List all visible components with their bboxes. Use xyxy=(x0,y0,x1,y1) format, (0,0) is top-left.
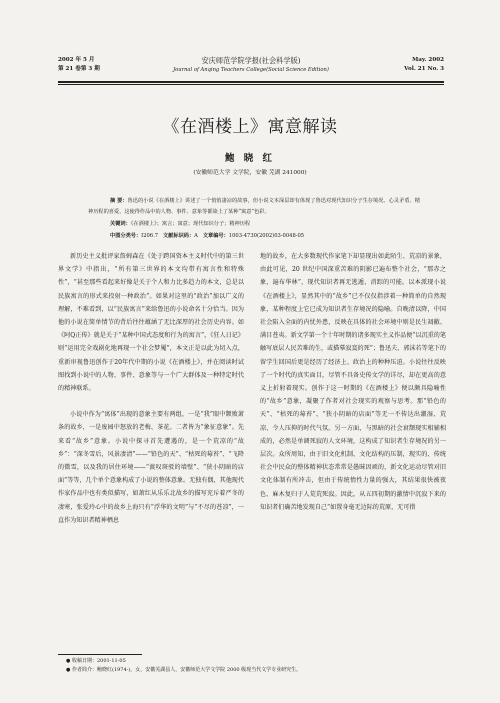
volume-number-cn: 第 21 卷第 3 期 xyxy=(58,66,100,72)
keywords xyxy=(110,219,420,229)
header-rule-thin xyxy=(58,84,444,85)
classification-line xyxy=(110,231,420,241)
author-name: 鲍 晓 红 xyxy=(224,153,276,164)
article-number-value: 1003-4730(2002)03-0048-05 xyxy=(228,233,305,239)
keywords-text: 《在酒楼上》；寓言；寓意；现代知识分子；精神历程 xyxy=(130,221,251,227)
header-rule-thick xyxy=(58,81,444,83)
issue-month-en: May. 2002 xyxy=(412,57,444,63)
footnotes xyxy=(66,657,444,675)
body-column-left xyxy=(58,250,244,527)
abstract-label: 摘 要： xyxy=(110,198,128,204)
journal-name-cn: 安庆师范学院学报(社会科学版) xyxy=(201,56,301,65)
journal-name xyxy=(138,56,364,75)
body-column-right xyxy=(260,250,446,514)
doc-code-value: A xyxy=(194,233,198,239)
article-number-label: 文章编号： xyxy=(202,233,229,239)
keywords-label: 关键词： xyxy=(110,221,131,227)
article-title: 《在酒楼上》寓意解读 xyxy=(162,117,338,137)
author-affiliation: (安徽师范大学 文学院，安徽 芜湖 241000) xyxy=(193,170,307,176)
issue-month: 2002 年 5 月 xyxy=(58,57,95,63)
body-paragraph: 小说中作为“寓体”出现的意象主要有两组，一是“我”眼中颓败萧条的故乡，一是废园中怒放的老梅、茶花。二者皆为“象征意象”。先来看“故乡”意象。小说中探寻首先遭遇的，是一个荒凉的“故乡”：“深冬雪后，风景凄清”——“铅色的天”、“枯死的莓苔”、“飞降的微雪，以及我的居住环境——“渡叹斑驳的墙壁”、“狭小阴暗的店面”等等，几个单个意象构成了小说的整体意象。无独有偶，其他现代作家作品中也有类似描写，如萧红从乐乐北故乡的描写充斥着严冬的凄寒，张爱玲心中的故乡上海只有“浮华的文明”与“不尽的苍凉”，一直作为知识者精神栖息 xyxy=(58,411,244,524)
body-paragraph: 地的故乡，在大多数现代作家笔下却显现出如此陌生、荒凉的景象，由此可见，20 世纪中国深重苦难的阴影已遍布整个社会，“那赤之象，遍布华林”，现代知识者再无逃遁、消踪的可能。以本派现小说《在酒楼上》，显然其中的“故乡”已不仅仅指涉着一种简单的自然现象，某种程度上它已成为知识者生存境况的隐喻。自晚清以降，中国社会陷入全面的内忧外患，反映在具体的社会环境中则是民生凋敝、满目苍夷。新文学第一个十年时期的诸多现实主义作品便“以沉重的笔触写底层人民苦难的生，或描摹寂寞的死”；鲁迅夫、郭沫若等笔下的留学生回国后更是经历了经济上、政治上的种种压迫。小说往往反映了一个时代的真实面目，尽管不具备史传文学的详尽，却在更高的意义上折射着现实。创作于这一时期的《在酒楼上》便以颇具隐喻性的“故乡”意象，凝聚了作者对社会现实的观察与思考。那“铅色的天”、“枯死的莓苔”、“狭小阴暗的店面”等无一不传达出潮湿、荒凉、令人压抑的时代气氛。另一方面，与黑暗的社会衰颓现实相辅相成的，必然是单调死寂的人文环境，这构成了知识者生存境况的另一层次。众所周知，由于旧文化机制、文化结构的压制，现实的、传统社会中民众的整体精神状态常常是愚昧因顽的，新文化运动尽管对旧文化体制有所冲击，但由于传统惰性力量的强大，其结果很快被夜色、麻木复归于人荒荒死寂。因此，从五四初期的激情中沉寂下来的知识者们确苦地发现自己“如置身毫无边际的荒原，无可措 xyxy=(260,253,446,511)
issue-date-cn xyxy=(58,56,100,74)
clc-value: I206.7 xyxy=(141,233,159,239)
footnote-received-date: ● 收稿日期：2001-11-05 xyxy=(66,658,126,664)
body-paragraph: 新历史主义批评家詹姆森在《处于跨国资本主义时代中的第三世界文学》中指出，“所有第三世界的本文均带有寓言性和特殊性”，“甚至那些看起来好像是关于个人和力比多趋力的本文，总是以民族寓言的形式来投射一种政治”。如果对这里的“政治”加以广义的理解，不难看到，以“民族寓言”来给鲁迅的小说命名十分恰当。因为他的小说在简单情节的背后往往蕴涵了无比深厚的社会历史内容。如《阿Q正传》就是关于“某种中国式态度和行为的寓言”，《狂人日记》则“运用完全戏剧化地再现一个社会梦魇”，本文正是以此为切入点，重新审视鲁迅创作于20年代中期的小说《在酒楼上》，并在阅读时试图找到小说中的人物、事件、意象等与一个广大群体及一种特定时代的精神联系。 xyxy=(58,253,244,393)
journal-name-en: Journal of Anqing Teachers College(Social Science Edition) xyxy=(173,67,329,73)
doc-code-label: 文献标识码： xyxy=(163,233,195,239)
footnote-text: 收稿日期：2001-11-05 xyxy=(71,658,126,664)
issue-date-en xyxy=(404,56,444,74)
footnote-author-bio: ● 作者简介：鲍晓红(1974-)，女，安徽芜湖县人，安徽师范大学文学院 2000 级现当代文学专业研究生。 xyxy=(66,667,302,673)
footnote-rule xyxy=(58,654,142,655)
footnote-text: 作者简介：鲍晓红(1974-)，女，安徽芜湖县人，安徽师范大学文学院 2000 级现当代文学专业研究生。 xyxy=(71,667,302,673)
abstract-text: 鲁迅的小说《在酒楼上》讲述了一个悄悄凄凉的故事，但小说文本深层却有体现了鲁迅对现代知识分子生存境况、心灵矛盾、精神历程的喜爱、这使得作品中的人物、事件、意象等都染上了某种“寓意”色彩。 xyxy=(88,198,420,215)
volume-number-en: Vol. 21 No. 3 xyxy=(404,66,444,72)
clc-label: 中图分类号： xyxy=(110,233,142,239)
abstract xyxy=(88,196,420,218)
